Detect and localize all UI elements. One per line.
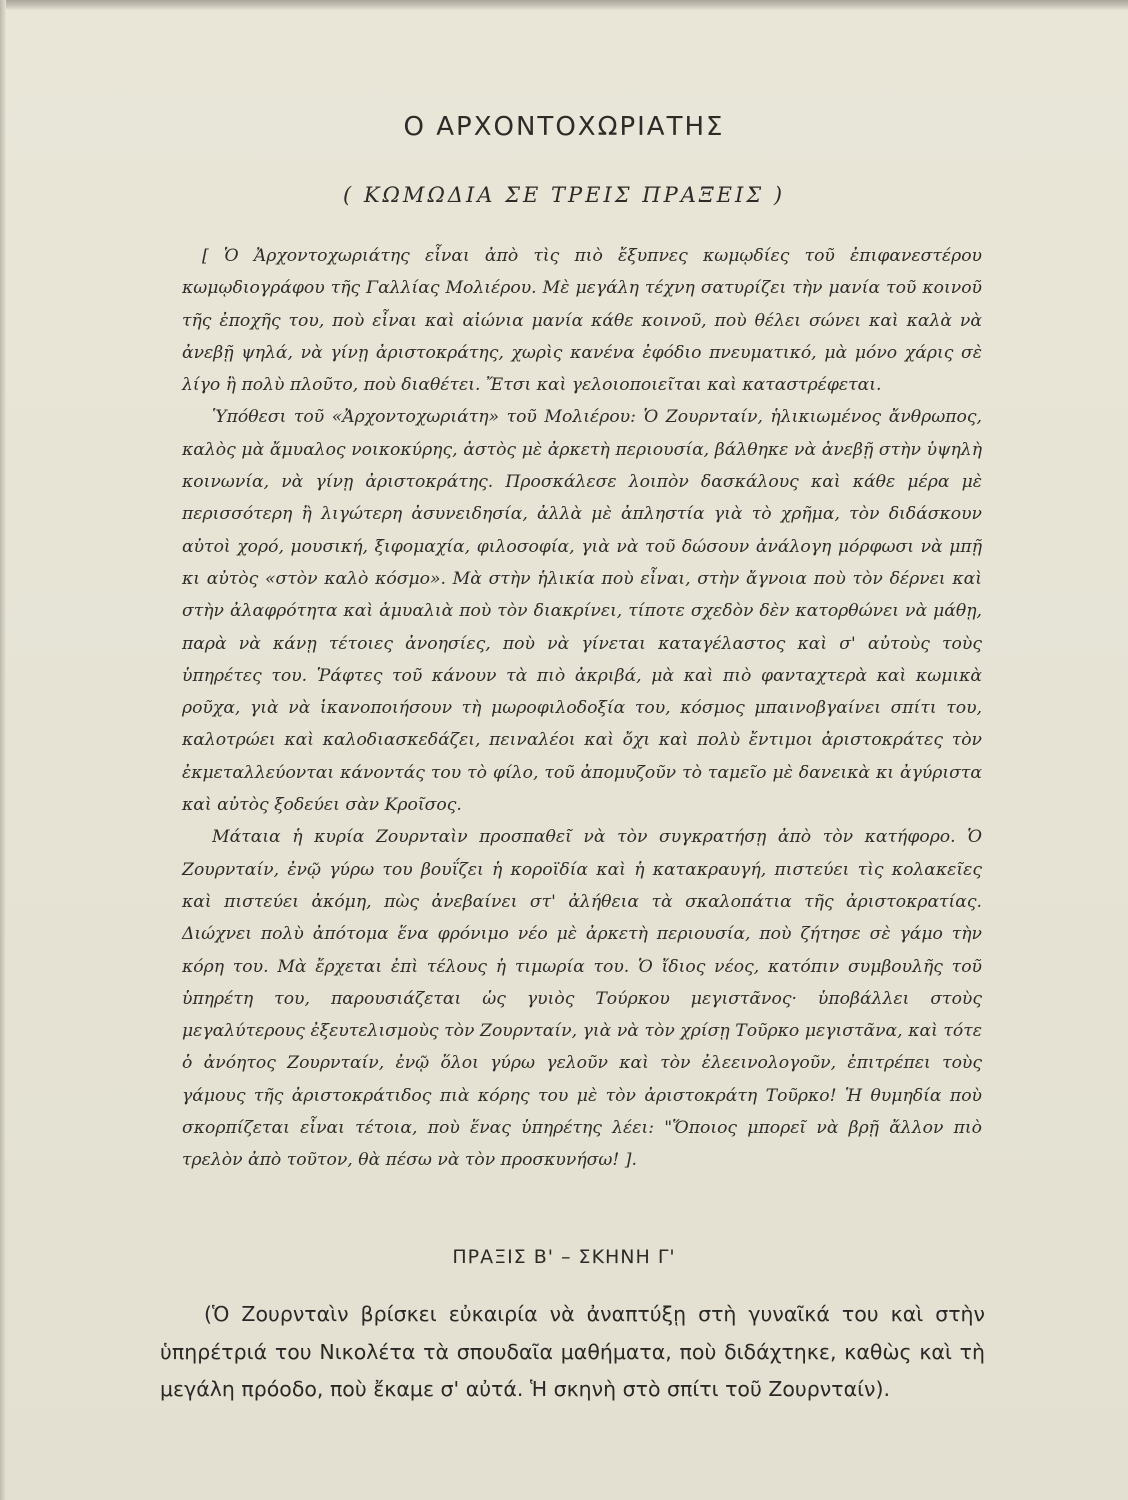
page-subtitle: ( ΚΩΜΩΔΙΑ ΣΕ ΤΡΕΙΣ ΠΡΑΞΕΙΣ ) [342,183,786,207]
stage-direction: (Ὁ Ζουρνταὶν βρίσκει εὐκαιρία νὰ ἀναπτύξῃ στὴ γυναῖκά του καὶ στὴν ὑπηρέτριά του Νικολέτα τὰ σπουδαῖα μαθήματα, ποὺ διδάχτηκε, καθὼς καὶ τὴ μεγάλη πρόοδο, ποὺ ἔκαμε σ' αὐτά. Ἡ σκηνὴ στὸ σπίτι τοῦ Ζουρνταίν). [160,1302,985,1401]
page-top-edge [0,0,1128,10]
introduction-text [182,240,982,1177]
intro-paragraph: [ Ὁ Ἀρχοντοχωριάτης εἶναι ἀπὸ τὶς πιὸ ἔξυπνες κωμῳδίες τοῦ ἐπιφανεστέρου κωμῳδιογράφου τῆς Γαλλίας Μολιέρου. Μὲ μεγάλη τέχνη σατυρίζει τὴν μανία τοῦ κοινοῦ τῆς ἐποχῆς του, ποὺ εἶναι καὶ αἰώνια μανία κάθε κοινοῦ, ποὺ θέλει σώνει καὶ καλὰ νὰ ἀνεβῇ ψηλά, νὰ γίνῃ ἀριστοκράτης, χωρὶς κανένα ἐφόδιο πνευματικό, μὰ μόνο χάρις σὲ λίγο ἢ πολὺ πλοῦτο, ποὺ διαθέτει. Ἔτσι καὶ γελοιοποιεῖται καὶ καταστρέφεται. [182,246,982,396]
section-heading: ΠΡΑΞΙΣ Β' – ΣΚΗΝΗ Γ' [452,1246,676,1268]
page-title: Ο ΑΡΧΟΝΤΟΧΩΡΙΑΤΗΣ [403,112,725,142]
intro-paragraph: Ὑπόθεσι τοῦ «Ἀρχοντοχωριάτη» τοῦ Μολιέρου: Ὁ Ζουρνταίν, ἡλικιωμένος ἄνθρωπος, καλὸς μὰ ἄμυαλος νοικοκύρης, ἀστὸς μὲ ἀρκετὴ περιουσία, βάλθηκε νὰ ἀνεβῇ στὴν ὑψηλὴ κοινωνία, νὰ γίνῃ ἀριστοκράτης. Προσκάλεσε λοιπὸν δασκάλους καὶ κάθε μέρα μὲ περισσότερη ἢ λιγώτερη ἀσυνειδησία, ἀλλὰ μὲ ἀπληστία γιὰ τὸ χρῆμα, τὸν διδάσκουν αὐτοὶ χορό, μουσική, ξιφομαχία, φιλοσοφία, γιὰ νὰ τοῦ δώσουν ἀνάλογη μόρφωσι νὰ μπῇ κι αὐτὸς «στὸν καλὸ κόσμο». Μὰ στὴν ἡλικία ποὺ εἶναι, στὴν ἄγνοια ποὺ τὸν δέρνει καὶ στὴν ἀλαφρότητα καὶ ἀμυαλιὰ ποὺ τὸν διακρίνει, τίποτε σχεδὸν δὲν κατορθώνει νὰ μάθῃ, παρὰ νὰ κάνῃ τέτοιες ἀνοησίες, ποὺ νὰ γίνεται καταγέλαστος καὶ σ' αὐτοὺς τοὺς ὑπηρέτες του. Ῥάφτες τοῦ κάνουν τὰ πιὸ ἀκριβά, μὰ καὶ πιὸ φανταχτερὰ καὶ κωμικὰ ροῦχα, γιὰ νὰ ἱκανοποιήσουν τὴ μωροφιλοδοξία του, κόσμος μπαινοβγαίνει σπίτι του, καλοτρώει καὶ καλοδιασκεδάζει, πειναλέοι καὶ ὄχι καὶ πολὺ ἔντιμοι ἀριστοκράτες τὸν ἐκμεταλλεύονται κάνοντάς του τὸ φίλο, τοῦ ἀπομυζοῦν τὸ ταμεῖο μὲ δανεικὰ κι ἀγύριστα καὶ αὐτὸς ξοδεύει σὰν Κροῖσος. [182,407,982,816]
intro-paragraph: Μάταια ἡ κυρία Ζουρνταὶν προσπαθεῖ νὰ τὸν συγκρατήσῃ ἀπὸ τὸν κατήφορο. Ὁ Ζουρνταίν, ἐνῷ γύρω του βουΐζει ἡ κοροϊδία καὶ ἡ κατακραυγή, πιστεύει τὶς κολακεῖες καὶ πιστεύει ἀκόμη, πὼς ἀνεβαίνει στ' ἀλήθεια τὰ σκαλοπάτια τῆς ἀριστοκρατίας. Διώχνει πολὺ ἀπότομα ἕνα φρόνιμο νέο μὲ ἀρκετὴ περιουσία, ποὺ ζήτησε σὲ γάμο τὴν κόρη του. Μὰ ἔρχεται ἐπὶ τέλους ἡ τιμωρία του. Ὁ ἴδιος νέος, κατόπιν συμβουλῆς τοῦ ὑπηρέτη του, παρουσιάζεται ὡς γυιὸς Τούρκου μεγιστᾶνος· ὑποβάλλει στοὺς μεγαλύτερους ἐξευτελισμοὺς τὸν Ζουρνταίν, γιὰ νὰ τὸν χρίσῃ Τοῦρκο μεγιστᾶνα, καὶ τότε ὁ ἀνόητος Ζουρνταίν, ἐνῷ ὅλοι γύρω γελοῦν καὶ τὸν ἐλεεινολογοῦν, ἐπιτρέπει τοὺς γάμους τῆς ἀριστοκράτιδος πιὰ κόρης του μὲ τὸν ἀριστοκράτη Τοῦρκο! Ἡ θυμηδία ποὺ σκορπίζεται εἶναι τέτοια, ποὺ ἕνας ὑπηρέτης λέει: "Ὅποιος μπορεῖ νὰ βρῇ ἄλλον πιὸ τρελὸν ἀπὸ τοῦτον, θὰ πέσω νὰ τὸν προσκυνήσω! ]. [182,827,982,1171]
page-left-edge [0,0,6,1500]
